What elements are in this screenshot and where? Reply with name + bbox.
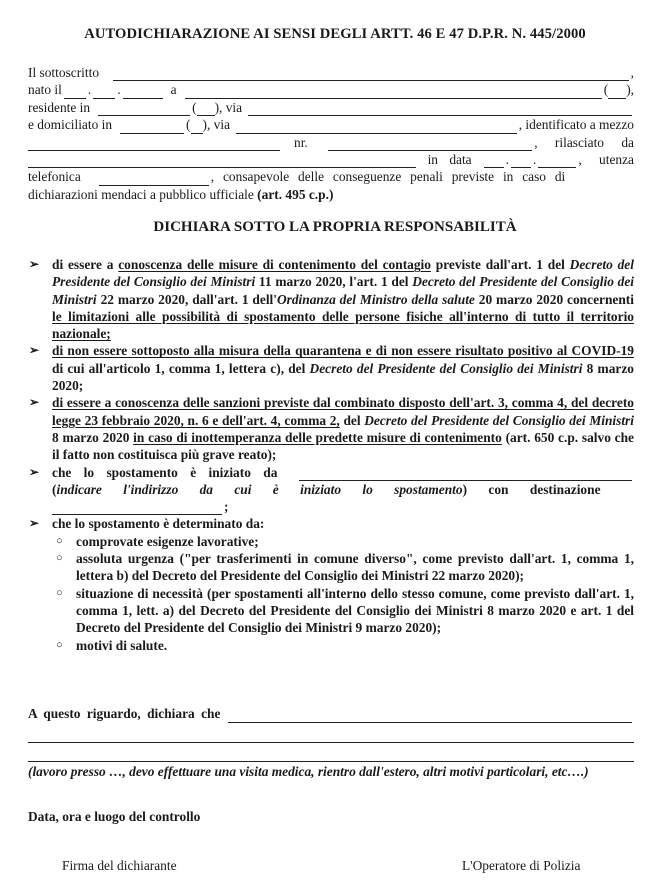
- statement-label: A questo riguardo, dichiara che: [28, 706, 221, 721]
- reason-text: comprovate esigenze lavorative;: [76, 533, 259, 549]
- text: di cui all'articolo 1, comma 1, lettera c), del: [52, 360, 310, 376]
- reason-option-health[interactable]: [28, 637, 634, 654]
- number-label: nr.: [294, 134, 308, 150]
- domicile-line: [28, 116, 634, 133]
- sep: .: [117, 82, 121, 98]
- issue-year-field[interactable]: [538, 156, 576, 168]
- underlined-text: conoscenza delle misure di contenimento del contagio: [118, 257, 431, 272]
- arrow-bullet-icon: ➢: [29, 343, 40, 358]
- article-reference: (art. 495 c.p.): [257, 186, 334, 202]
- paren: (: [192, 99, 197, 115]
- underlined-text: in caso di inottemperanza delle predette misure di contenimento: [133, 429, 502, 445]
- domicile-street-field[interactable]: [236, 122, 517, 134]
- text: 8 marzo 2020;: [52, 360, 634, 394]
- text: del: [339, 412, 365, 428]
- domicile-province-field[interactable]: [191, 122, 203, 134]
- birth-province-field[interactable]: [608, 87, 626, 99]
- origin-label: che lo spostamento è iniziato da: [52, 464, 278, 480]
- paren: (: [186, 117, 191, 133]
- comma: ,: [630, 65, 634, 80]
- statement-field-1[interactable]: [228, 711, 632, 723]
- domicile-street-label: ), via: [202, 117, 231, 133]
- issue-month-field[interactable]: [511, 156, 531, 168]
- origin-hint: indicare l'indirizzo da cui è iniziato lo spostamento: [56, 481, 463, 497]
- phone-label: telefonica: [28, 169, 81, 185]
- destination-label: ) con destinazione: [462, 481, 601, 497]
- sep: .: [505, 152, 509, 168]
- birth-place-label: a: [170, 82, 177, 98]
- underlined-text: di essere a conoscenza delle sanzioni previste dal combinato disposto dell'art. 3, comma 4, del decreto legge 23 febbraio 2020, n. 6 e dell'art. 4, comma 2,: [52, 395, 634, 428]
- statement-field-3[interactable]: [28, 743, 634, 762]
- arrow-bullet-icon: ➢: [29, 395, 40, 410]
- statement-hint: (lavoro presso …, devo effettuare una visita medica, rientro dall'estero, altri motivi particolari, etc….): [28, 763, 589, 779]
- birth-place-field[interactable]: [185, 87, 602, 99]
- phone-line: [28, 168, 634, 185]
- text: (art. 650 c.p. salvo che il fatto non costituisca più grave reato);: [52, 429, 634, 463]
- text: di essere a: [52, 257, 119, 272]
- residence-province-field[interactable]: [197, 104, 215, 116]
- residence-street-field[interactable]: [248, 104, 632, 116]
- false-statement-text: dichiarazioni mendaci a pubblico ufficiale: [28, 186, 254, 202]
- birth-month-field[interactable]: [93, 87, 115, 99]
- circle-bullet-icon: ○: [56, 586, 63, 599]
- text: 11 marzo 2020, l'art. 1 del: [255, 274, 413, 290]
- id-document-number-field[interactable]: [328, 139, 532, 151]
- issued-by-field[interactable]: [28, 156, 416, 168]
- document-title: AUTODICHIARAZIONE AI SENSI DEGLI ARTT. 46 E 47 D.P.R. N. 445/2000: [84, 26, 586, 42]
- declaration-item-quarantine: [28, 342, 634, 394]
- domicile-label: e domiciliato in: [28, 117, 113, 133]
- reason-option-urgency[interactable]: [28, 550, 634, 585]
- text: 22 marzo 2020, dall'art. 1 dell': [96, 291, 277, 307]
- reason-text: motivi di salute.: [76, 637, 168, 653]
- name-line: [28, 64, 634, 81]
- declaration-item-reason: [28, 515, 634, 532]
- reason-text: situazione di necessità (per spostamenti all'interno dello stesso comune, come previsto dall'art. 1, comma 1, lett. a) del Decreto del Presidente del Consiglio dei Ministri 8 marzo 2020 e art. 1 del Decreto del Presidente del Consiglio dei Ministri 9 marzo 2020);: [76, 585, 634, 636]
- domicile-city-field[interactable]: [120, 122, 184, 134]
- origin-address-field[interactable]: [299, 469, 632, 481]
- reason-label: che lo spostamento è determinato da:: [52, 516, 265, 532]
- circle-bullet-icon: ○: [56, 638, 63, 651]
- text: previste dall'art. 1 del: [430, 257, 570, 272]
- officer-signature-label: L'Operatore di Polizia: [462, 858, 581, 873]
- phone-label-start: , utenza: [578, 152, 634, 168]
- arrow-bullet-icon: ➢: [29, 464, 40, 479]
- id-document-type-field[interactable]: [28, 139, 280, 151]
- destination-field[interactable]: [52, 503, 222, 515]
- declaration-item-origin: [28, 464, 634, 516]
- false-statement-line: [28, 186, 634, 203]
- italic-text: Decreto del Presidente del Consiglio dei Ministri: [364, 412, 634, 428]
- declaration-item-sanctions: [28, 394, 634, 463]
- italic-text: Decreto del Presidente del Consiglio dei Ministri: [309, 360, 583, 376]
- penalty-awareness-text: , consapevole delle conseguenze penali previste in caso di: [210, 169, 566, 185]
- text: 20 marzo 2020 concernenti: [474, 291, 634, 307]
- reason-option-work[interactable]: [28, 533, 634, 550]
- name-field[interactable]: [113, 69, 629, 81]
- declaration-heading: DICHIARA SOTTO LA PROPRIA RESPONSABILITÀ: [153, 219, 517, 235]
- birth-line: [28, 81, 634, 98]
- sep: .: [533, 152, 537, 168]
- identified-by-label: , identificato a mezzo: [518, 117, 634, 133]
- issue-date-label: in data: [427, 152, 472, 168]
- declaration-items: [28, 256, 634, 654]
- phone-field[interactable]: [99, 174, 209, 186]
- residence-line: [28, 99, 634, 116]
- issued-by-label: , rilasciato da: [534, 134, 634, 150]
- italic-text: Decreto del Presidente del Consiglio dei Ministri: [52, 257, 634, 290]
- issue-line: [28, 151, 634, 168]
- text: 8 marzo 2020: [52, 429, 134, 445]
- control-date-label: Data, ora e luogo del controllo: [28, 809, 201, 824]
- identity-section: [28, 64, 634, 203]
- underlined-text: le limitazioni alle possibilità di spostamento delle persone fisiche all'interno di tutto il territorio nazionale;: [52, 308, 634, 342]
- reason-option-necessity[interactable]: [28, 585, 634, 637]
- italic-text: Decreto del Presidente del Consiglio dei Ministri: [52, 274, 635, 307]
- residence-street-label: ), via: [214, 99, 243, 115]
- statement-field-2[interactable]: [28, 723, 634, 743]
- arrow-bullet-icon: ➢: [29, 516, 40, 531]
- document-line: [28, 134, 634, 151]
- semicolon: ;: [224, 499, 229, 515]
- declaration-item-knowledge: [28, 256, 634, 342]
- reason-text: assoluta urgenza ("per trasferimenti in comune diverso", come previsto dall'art. 1, comma 1, lettera b) del Decreto del Presidente del Consiglio dei Ministri 22 marzo 2020);: [76, 551, 634, 584]
- paren: (: [603, 82, 609, 98]
- birth-date-label: nato il: [28, 82, 62, 98]
- residence-city-field[interactable]: [98, 104, 190, 116]
- birth-day-field[interactable]: [64, 87, 86, 99]
- birth-year-field[interactable]: [123, 87, 163, 99]
- issue-day-field[interactable]: [484, 156, 504, 168]
- underlined-text: di non essere sottoposto alla misura della quarantena e di non essere risultato positivo al COVID-19: [52, 343, 634, 359]
- statement-section: [28, 705, 634, 780]
- name-label: Il sottoscritto: [28, 65, 100, 80]
- declarant-signature-label: Firma del dichiarante: [62, 858, 177, 873]
- circle-bullet-icon: ○: [56, 552, 63, 565]
- paren: ),: [626, 82, 634, 98]
- residence-label: residente in: [28, 99, 91, 115]
- paren: (: [52, 481, 57, 497]
- italic-text: Ordinanza del Ministro della salute: [276, 291, 475, 307]
- sep: .: [87, 82, 92, 98]
- arrow-bullet-icon: ➢: [29, 257, 40, 271]
- circle-bullet-icon: ○: [56, 534, 63, 547]
